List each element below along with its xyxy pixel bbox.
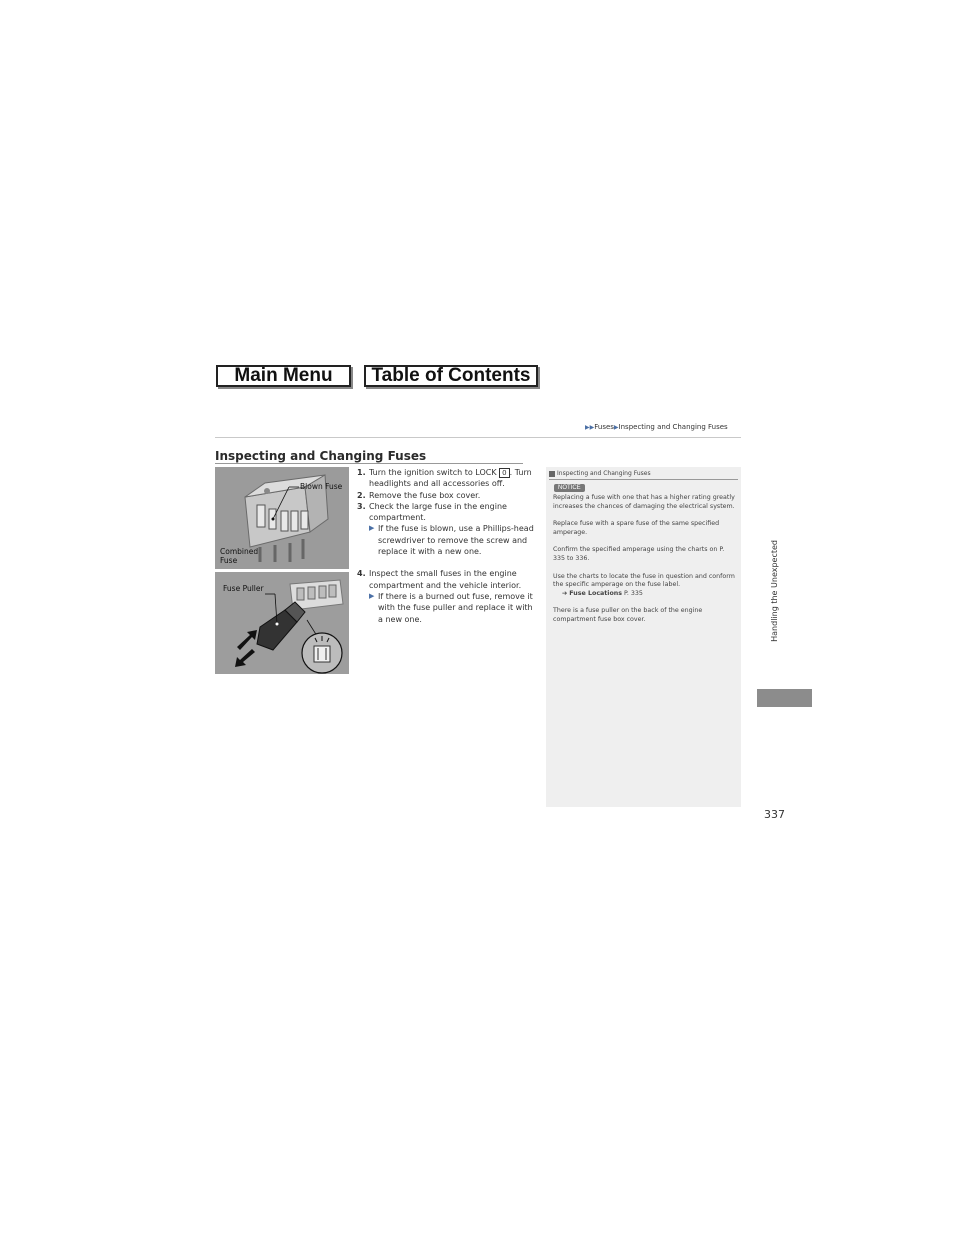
main-menu-button[interactable]: Main Menu [216,365,351,387]
header-divider [215,437,741,438]
lock-position-icon: 0 [499,468,509,478]
note-heading [549,470,651,477]
step-2 [357,490,537,501]
fuse-puller-illustration [215,572,349,674]
note-paragraph-5: There is a fuse puller on the back of the engine compartment fuse box cover. [553,607,703,623]
step-1-text-a: Turn the ignition switch to LOCK [369,468,497,477]
step-3 [357,501,537,524]
substep-arrow-icon: ▶ [369,591,375,600]
breadcrumb-fuses[interactable]: Fuses [594,423,614,431]
step-2-number: 2. [357,490,366,500]
reference-arrow-icon: ➔ [562,589,568,597]
reference-page[interactable]: P. 335 [624,589,643,597]
note-paragraph-2: Replace fuse with a spare fuse of the same specified amperage. [553,520,720,536]
step-1-number: 1. [357,468,366,477]
breadcrumb-arrow-icon: ▶ [613,424,619,431]
fuse-box-illustration [215,467,349,569]
step-1 [357,467,537,490]
reference-label[interactable]: Fuse Locations [569,589,623,597]
notice-badge: NOTICE [554,484,585,492]
note-paragraph-3: Confirm the specified amperage using the charts on P. 335 to 336. [553,546,725,562]
step-3-substep-text: If the fuse is blown, use a Phillips-head screwdriver to remove the screw and replace it with a new one. [378,524,534,557]
substep-arrow-icon: ▶ [369,524,375,533]
chapter-side-label-text: Handling the Unexpected [770,540,779,642]
fuse-puller-label: Fuse Puller [223,584,264,593]
note-body [553,494,737,634]
breadcrumb-current: Inspecting and Changing Fuses [618,423,728,431]
combined-fuse-label-line2: Fuse [220,556,238,565]
step-4-number: 4. [357,569,366,579]
combined-fuse-label-line1: Combined [220,547,259,556]
note-divider [549,479,738,480]
breadcrumb [585,423,728,431]
page-number: 337 [764,808,785,821]
note-paragraph-4: Use the charts to locate the fuse in question and conform the specific amperage on the fuse label. [553,572,735,589]
step-4 [357,568,537,591]
side-note-panel [546,467,741,807]
blown-fuse-label: Blown Fuse [300,482,343,491]
combined-fuse-label [220,547,258,565]
fuse-locations-link[interactable] [553,590,737,599]
step-4-substep [357,591,537,625]
step-3-number: 3. [357,501,366,511]
title-underline [215,463,523,464]
instruction-steps [357,467,537,625]
step-3-text: Check the large fuse in the engine compartment. [369,501,507,523]
table-of-contents-button[interactable]: Table of Contents [364,365,538,387]
step-4-substep-text: If there is a burned out fuse, remove it with the fuse puller and replace it with a new one. [378,591,533,624]
chapter-side-label [758,540,779,690]
note-paragraph-1: Replacing a fuse with one that has a higher rating greatly increases the chances of damaging the electrical system. [553,494,735,510]
step-3-substep [357,523,537,557]
note-heading-text: Inspecting and Changing Fuses [557,470,651,477]
step-2-text: Remove the fuse box cover. [369,490,481,500]
chapter-tab[interactable] [757,689,812,707]
note-icon [549,471,555,477]
step-1-text-b: . Turn headlights and all accessories off. [369,468,532,489]
breadcrumb-arrow-icon: ▶▶ [585,424,595,431]
step-4-text: Inspect the small fuses in the engine compartment and the vehicle interior. [369,569,522,590]
section-title: Inspecting and Changing Fuses [215,449,427,463]
